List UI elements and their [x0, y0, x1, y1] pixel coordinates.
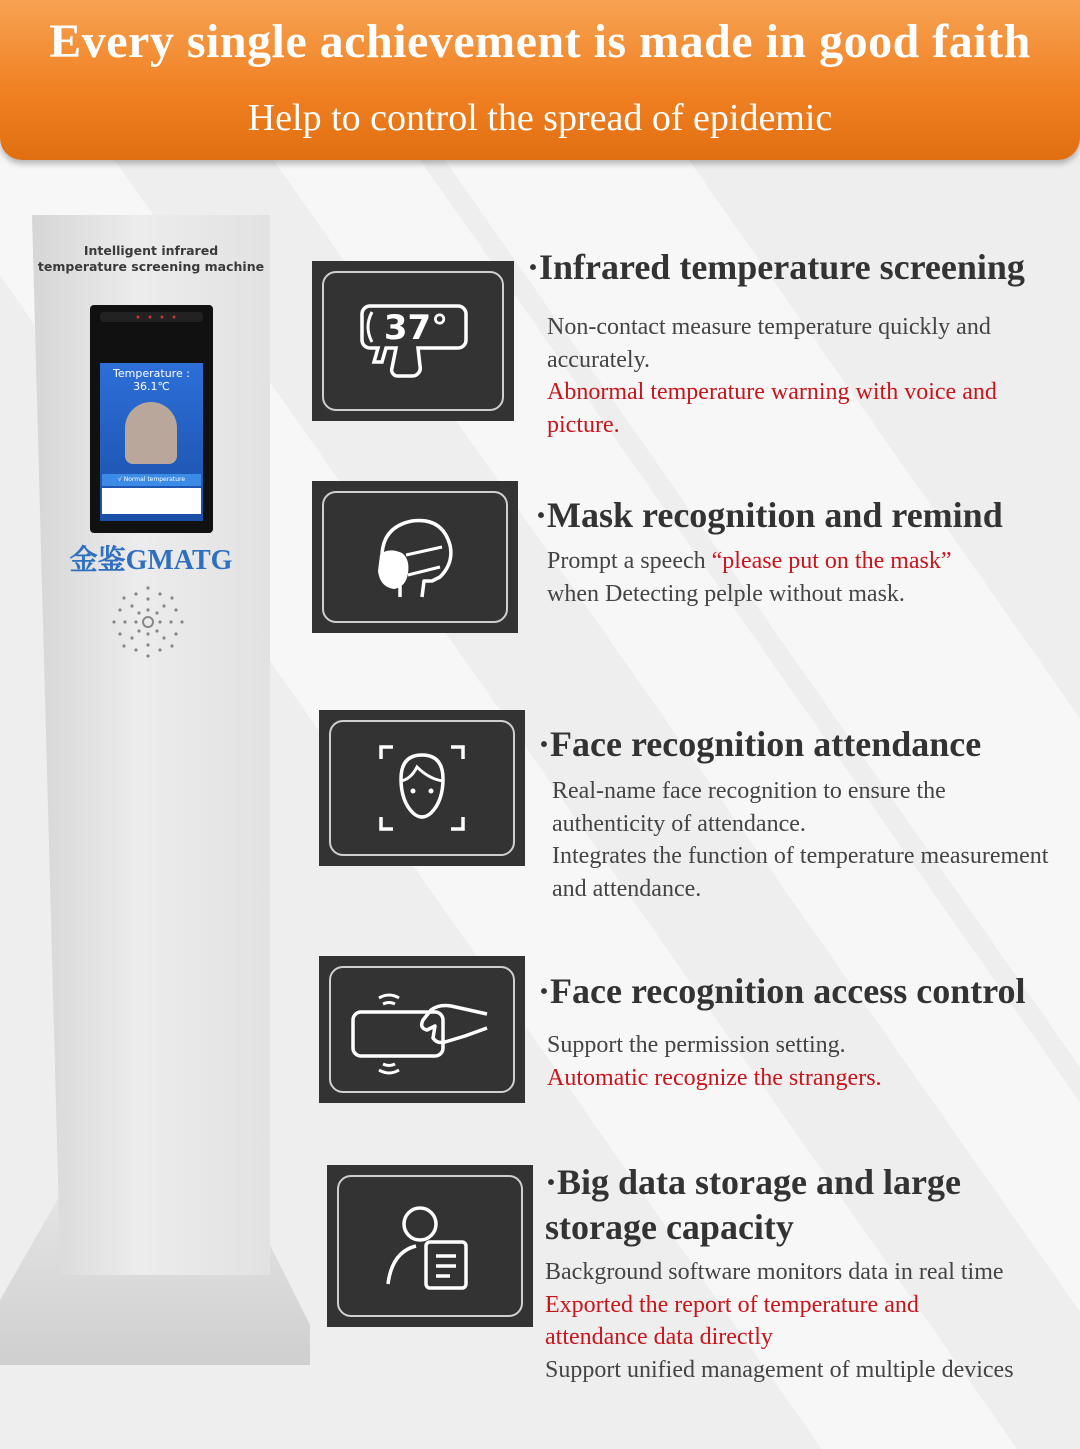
speaker-icon: [108, 582, 188, 662]
feature-access-title: ·Face recognition access control: [538, 971, 1026, 1011]
brand-logo: 金鉴GMATG: [69, 545, 233, 576]
kiosk-label-line1: Intelligent infrared: [83, 243, 219, 258]
feature-storage-title: [545, 1160, 961, 1250]
feature-access-line1: Support the permission setting.: [547, 1032, 846, 1058]
thermometer-gun-icon: [358, 296, 468, 386]
screen-record-card: [102, 488, 201, 514]
feature-mask-description: [547, 545, 1067, 610]
feature-storage-line2: Exported the report of temperature and attendance data directly: [545, 1291, 919, 1350]
feature-temperature-warning: Abnormal temperature warning with voice and picture.: [547, 379, 997, 438]
banner-subtitle: Help to control the spread of epidemic: [247, 97, 833, 139]
screen-status: √ Normal temperature: [102, 474, 201, 486]
feature-mask-title: ·Mask recognition and remind: [535, 495, 1003, 535]
feature-access-icon-box: [319, 956, 525, 1103]
screen-temp-value: 36.1℃: [133, 380, 170, 393]
feature-storage-line3: Support unified management of multiple devices: [545, 1356, 1014, 1383]
kiosk-label-line2: temperature screening machine: [37, 259, 265, 274]
screen-face-photo: [125, 402, 177, 464]
feature-temperature-icon-box: [312, 261, 514, 421]
feature-mask-prompt: “please put on the mask”: [711, 548, 952, 574]
feature-storage-description: [545, 1256, 1075, 1386]
feature-temperature-description: [547, 311, 1067, 441]
thermometer-reading: 37°: [383, 308, 449, 348]
feature-storage-icon-box: [327, 1165, 533, 1327]
feature-attendance-description: [552, 775, 1062, 905]
feature-mask-text: Prompt a speech: [547, 548, 712, 574]
feature-attendance-title: ·Face recognition attendance: [538, 724, 982, 764]
screen-temp-label: Temperature :: [113, 367, 190, 380]
feature-mask-text-end: when Detecting pelple without mask.: [547, 580, 905, 607]
feature-mask-icon-box: [312, 481, 518, 633]
feature-attendance-line2: Integrates the function of temperature measurement and attendance.: [552, 843, 1049, 902]
screen-temperature: [100, 367, 203, 393]
camera-dots-icon: [100, 312, 203, 322]
card-tap-icon: [347, 980, 497, 1080]
header-banner: [0, 0, 1080, 160]
banner-title: Every single achievement is made in good faith: [49, 15, 1031, 68]
feature-attendance-icon-box: [319, 710, 525, 866]
feature-temperature-line1: Non-contact measure temperature quickly and accurately.: [547, 314, 991, 373]
feature-storage-title-line2: storage capacity: [545, 1207, 794, 1247]
feature-attendance-line1: Real-name face recognition to ensure the authenticity of attendance.: [552, 778, 946, 837]
kiosk-label: [32, 243, 270, 275]
feature-temperature-title: ·Infrared temperature screening: [527, 247, 1025, 287]
feature-storage-title-line1: ·Big data storage and large: [545, 1162, 961, 1202]
mask-head-icon: [370, 507, 460, 607]
feature-storage-line1: Background software monitors data in real time: [545, 1259, 1004, 1285]
face-scan-icon: [377, 743, 467, 833]
feature-access-line2: Automatic recognize the strangers.: [547, 1064, 882, 1091]
feature-access-description: [547, 1029, 1067, 1094]
user-document-icon: [380, 1196, 480, 1296]
